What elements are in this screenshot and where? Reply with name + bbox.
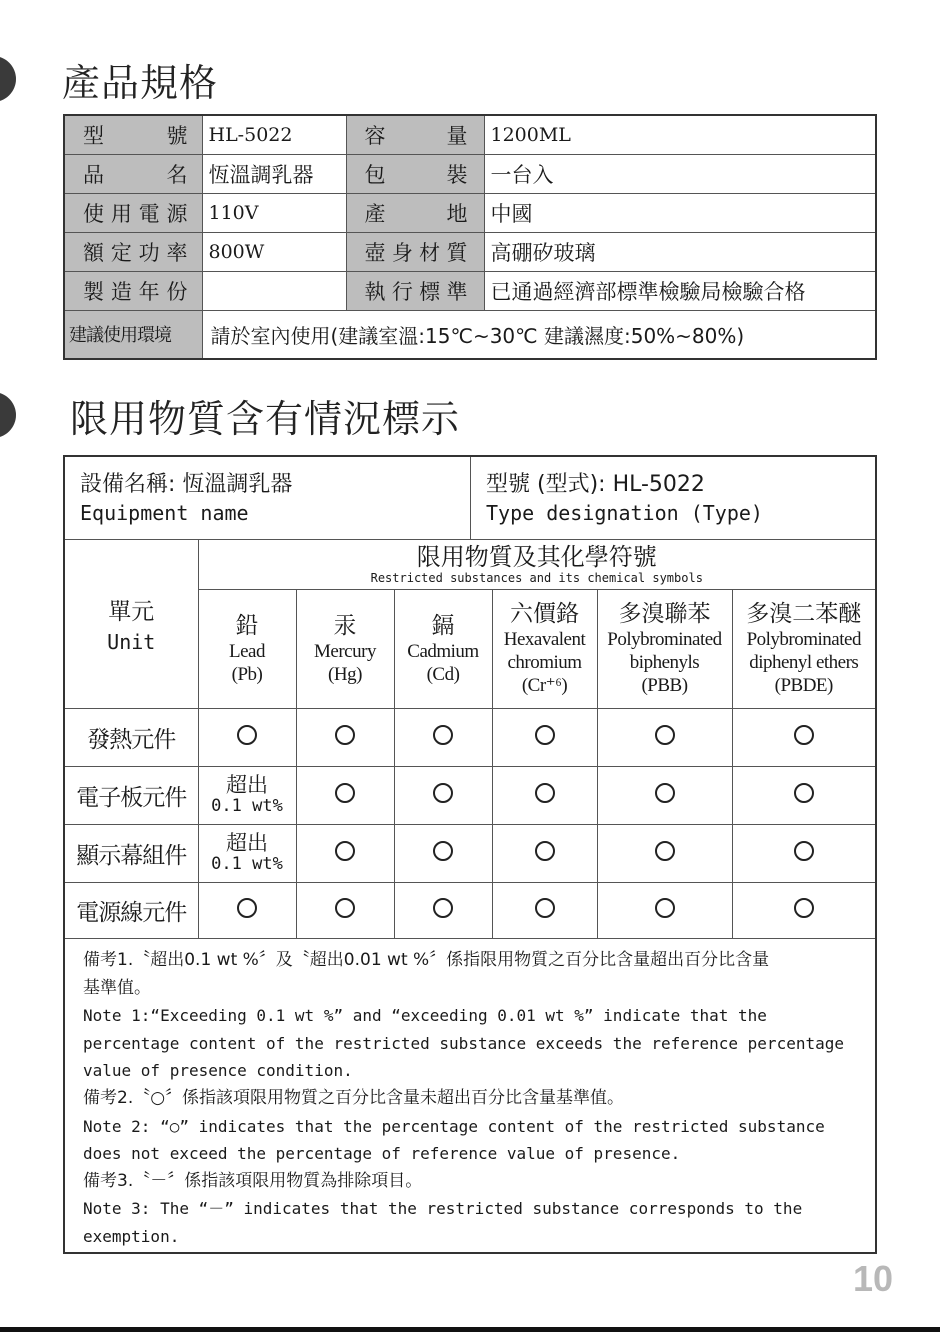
- spec-label: 額定功率: [64, 233, 202, 272]
- env-label: 建議使用環境: [64, 311, 202, 359]
- note-line: Note 3: The “－” indicates that the restricted substance corresponds to the: [83, 1199, 803, 1219]
- spec-label: 壺身材質: [346, 233, 484, 272]
- substance-cell: [198, 589, 296, 708]
- status-cell: [732, 824, 875, 882]
- spec-row: [64, 233, 876, 272]
- circle-mark: [335, 898, 355, 918]
- substance-name-en-2: biphenyls: [629, 652, 700, 673]
- status-cell: [296, 824, 394, 882]
- unit-header-cn: 單元: [108, 598, 155, 625]
- circle-mark: [535, 841, 555, 861]
- substance-cell: [597, 589, 732, 708]
- spec-label: 使用電源: [64, 194, 202, 233]
- circle-mark: [535, 898, 555, 918]
- circle-mark: [237, 898, 257, 918]
- substance-name-en: Cadmium: [407, 640, 479, 662]
- status-cell: [492, 766, 597, 824]
- substance-name-cn: 多溴聯苯: [618, 601, 711, 627]
- substance-cell: [732, 589, 875, 708]
- substance-symbol: (Cd): [426, 663, 460, 685]
- type-designation-label: 型號 (型式): HL-5022: [486, 472, 705, 497]
- circle-mark: [335, 783, 355, 803]
- page-number: 10: [853, 1258, 894, 1299]
- unit-name: 發熱元件: [65, 708, 198, 766]
- substances-header-en: Restricted substances and its chemical symbols: [370, 570, 703, 585]
- circle-mark: [535, 783, 555, 803]
- exceed-label-cn: 超出: [226, 831, 268, 855]
- spec-value: 已通過經濟部標準檢驗局檢驗合格: [484, 272, 876, 311]
- spec-value: 高硼矽玻璃: [484, 233, 876, 272]
- substance-name-en: Polybrominated: [607, 629, 722, 650]
- circle-mark: [794, 898, 814, 918]
- exceed-label-en: 0.1 wt%: [211, 796, 283, 816]
- status-cell: [597, 882, 732, 938]
- spec-value: 一台入: [484, 155, 876, 194]
- note-line: 備考1.〝超出0.1 wt %〞及〝超出0.01 wt %〞係指限用物質之百分比含量超出百分比含量: [83, 950, 770, 970]
- note-line: value of presence condition.: [83, 1061, 353, 1081]
- status-cell: [296, 766, 394, 824]
- substances-header: [198, 539, 875, 589]
- substances-header-cn: 限用物質及其化學符號: [416, 542, 657, 571]
- status-cell: [597, 766, 732, 824]
- env-value: 請於室內使用(建議室溫:15℃~30℃ 建議濕度:50%~80%): [202, 311, 876, 359]
- substance-name-en: Mercury: [314, 640, 376, 662]
- status-cell: [394, 766, 492, 824]
- unit-name: 電子板元件: [65, 766, 198, 824]
- note-line: Note 2: “○” indicates that the percentage content of the restricted substance: [83, 1116, 825, 1136]
- substance-name-en-2: diphenyl ethers: [749, 652, 859, 673]
- spec-value: 110V: [202, 194, 346, 233]
- spec-value: HL-5022: [202, 115, 346, 155]
- circle-mark: [433, 725, 453, 745]
- status-cell: [732, 766, 875, 824]
- circle-mark: [655, 898, 675, 918]
- spec-value: 恆溫調乳器: [202, 155, 346, 194]
- spec-label: 品名: [64, 155, 202, 194]
- substance-name-en: Hexavalent: [503, 629, 586, 650]
- type-designation-en: Type designation (Type): [486, 501, 763, 525]
- section-bullet: [0, 392, 16, 438]
- unit-name: 顯示幕組件: [65, 824, 198, 882]
- spec-label: 型號: [64, 115, 202, 155]
- section-bullet: [0, 56, 16, 102]
- note-line: 備考3.〝－〞係指該項限用物質為排除項目。: [83, 1170, 423, 1191]
- substance-table: [65, 539, 875, 939]
- exceed-label-cn: 超出: [226, 773, 268, 797]
- substance-cell: [296, 589, 394, 708]
- spec-label: 容量: [346, 115, 484, 155]
- spec-value: [202, 272, 346, 311]
- substance-name-cn: 多溴二苯醚: [746, 601, 862, 627]
- equipment-name-cell: [65, 457, 471, 539]
- spec-value: 800W: [202, 233, 346, 272]
- rohs-title: 限用物質含有情況標示: [70, 397, 461, 441]
- note-line: Note 1:“Exceeding 0.1 wt %” and “exceeding 0.01 wt %” indicate that the: [83, 1006, 767, 1026]
- note-line: 基準值。: [83, 977, 151, 998]
- substance-name-cn: 鎘: [431, 612, 455, 639]
- circle-mark: [655, 841, 675, 861]
- unit-header: [65, 539, 198, 708]
- circle-mark: [655, 725, 675, 745]
- status-cell: [296, 708, 394, 766]
- circle-mark: [655, 783, 675, 803]
- spec-label: 製造年份: [64, 272, 202, 311]
- status-cell: [198, 766, 296, 824]
- substance-name-en: Polybrominated: [746, 629, 861, 650]
- substance-symbol: (Pb): [231, 663, 263, 685]
- notes: [83, 947, 865, 1251]
- substance-name-en: Lead: [229, 640, 265, 662]
- substance-name-en-2: chromium: [507, 652, 582, 673]
- substance-symbol: (Hg): [328, 663, 362, 685]
- spec-label: 包裝: [346, 155, 484, 194]
- circle-mark: [335, 841, 355, 861]
- spec-row: [64, 155, 876, 194]
- substance-name-cn: 鉛: [235, 612, 259, 639]
- equipment-header: [65, 457, 875, 540]
- status-cell: [492, 882, 597, 938]
- spec-table: [63, 114, 877, 360]
- substance-cell: [394, 589, 492, 708]
- circle-mark: [335, 725, 355, 745]
- rohs-box: [63, 455, 877, 1254]
- status-cell: [198, 708, 296, 766]
- status-cell: [198, 824, 296, 882]
- spec-title: 產品規格: [62, 61, 219, 105]
- status-cell: [394, 824, 492, 882]
- circle-mark: [433, 841, 453, 861]
- spec-row: [64, 194, 876, 233]
- circle-mark: [535, 725, 555, 745]
- circle-mark: [794, 783, 814, 803]
- substance-symbol: (PBB): [641, 675, 688, 696]
- circle-mark: [237, 725, 257, 745]
- status-cell: [492, 708, 597, 766]
- spec-label: 執行標準: [346, 272, 484, 311]
- equipment-name-en: Equipment name: [80, 501, 249, 525]
- unit-row: [65, 882, 875, 938]
- unit-row: [65, 708, 875, 766]
- status-cell: [394, 882, 492, 938]
- note-line: exemption.: [83, 1226, 180, 1246]
- circle-mark: [794, 725, 814, 745]
- spec-row: [64, 272, 876, 311]
- spec-value: 中國: [484, 194, 876, 233]
- substance-symbol: (PBDE): [774, 675, 833, 696]
- spec-value: 1200ML: [484, 115, 876, 155]
- substance-symbol: (Cr⁺⁶): [521, 675, 568, 696]
- substance-name-cn: 六價鉻: [510, 601, 579, 627]
- unit-header-en: Unit: [107, 629, 156, 654]
- status-cell: [732, 882, 875, 938]
- status-cell: [394, 708, 492, 766]
- status-cell: [296, 882, 394, 938]
- status-cell: [492, 824, 597, 882]
- substance-cell: [492, 589, 597, 708]
- spec-row: [64, 115, 876, 155]
- status-cell: [597, 824, 732, 882]
- note-line: 備考2.〝○〞係指該項限用物質之百分比含量未超出百分比含量基準值。: [83, 1087, 625, 1108]
- spec-env-row: [64, 311, 876, 359]
- substance-name-cn: 汞: [333, 612, 357, 639]
- status-cell: [732, 708, 875, 766]
- unit-row: [65, 766, 875, 824]
- circle-mark: [433, 783, 453, 803]
- unit-row: [65, 824, 875, 882]
- status-cell: [597, 708, 732, 766]
- unit-name: 電源線元件: [65, 882, 198, 938]
- exceed-label-en: 0.1 wt%: [211, 854, 283, 874]
- type-designation-cell: [471, 457, 875, 539]
- circle-mark: [794, 841, 814, 861]
- equipment-name-label: 設備名稱: 恆溫調乳器: [80, 472, 293, 497]
- bottom-rule: [0, 1327, 940, 1332]
- note-line: does not exceed the percentage of reference value of presence.: [83, 1144, 681, 1164]
- circle-mark: [433, 898, 453, 918]
- substance-header-row: [65, 539, 875, 589]
- status-cell: [198, 882, 296, 938]
- spec-label: 產地: [346, 194, 484, 233]
- note-line: percentage content of the restricted substance exceeds the reference percentage: [83, 1033, 844, 1053]
